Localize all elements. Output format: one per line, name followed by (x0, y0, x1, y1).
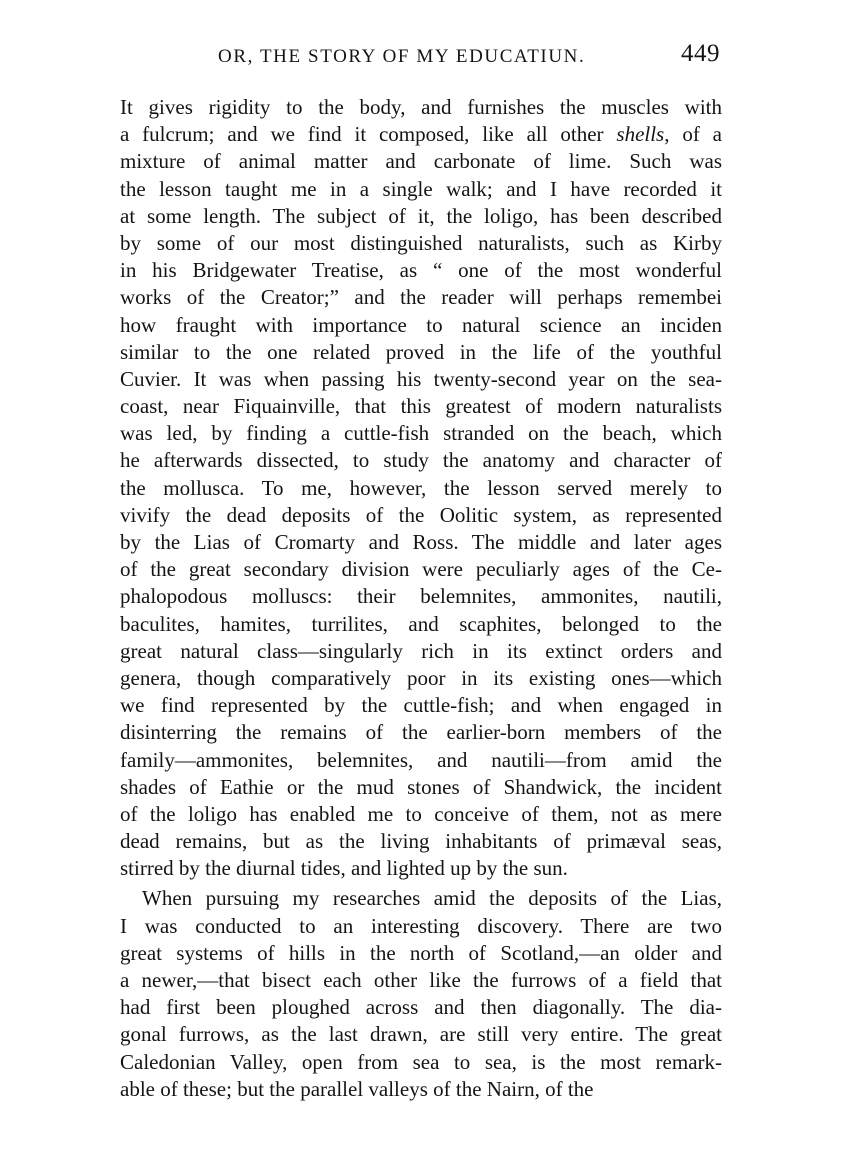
text-line: was led, by finding a cuttle-fish stranded on the beach, which (120, 421, 722, 446)
text-line: Cuvier. It was when passing his twenty-second year on the sea- (120, 366, 722, 391)
italic-word: shells (616, 122, 665, 147)
text-line: we find represented by the cuttle-fish; and when engaged in (120, 693, 722, 718)
text-line: at some length. The subject of it, the loligo, has been described (120, 203, 722, 228)
text-line: stirred by the diurnal tides, and lighted up by the sun. (120, 856, 568, 881)
text-line: Caledonian Valley, open from sea to sea, is the most remark- (120, 1049, 722, 1074)
text-line: a fulcrum; and we find it composed, like all other shells, of a (120, 122, 722, 147)
paragraph (120, 94, 722, 882)
text-line: phalopodous molluscs: their belemnites, ammonites, nautili, (120, 584, 722, 609)
text-line: mixture of animal matter and carbonate of lime. Such was (120, 149, 722, 174)
text-line: of the great secondary division were peculiarly ages of the Ce- (120, 557, 722, 582)
text-line: gonal furrows, as the last drawn, are still very entire. The great (120, 1022, 722, 1047)
text-line: I was conducted to an interesting discovery. There are two (120, 913, 722, 938)
text-line: When pursuing my researches amid the deposits of the Lias, (142, 886, 722, 911)
text-line: genera, though comparatively poor in its existing ones—which (120, 665, 722, 690)
text-line: by some of our most distinguished naturalists, such as Kirby (120, 230, 722, 255)
text-line: by the Lias of Cromarty and Ross. The middle and later ages (120, 530, 722, 554)
text-line: a newer,—that bisect each other like the furrows of a field that (120, 968, 722, 992)
text-line: in his Bridgewater Treatise, as “ one of the most wonderful (120, 258, 722, 283)
text-line: how fraught with importance to natural science an inciden (120, 312, 722, 337)
text-line: baculites, hamites, turrilites, and scaphites, belonged to the (120, 611, 722, 636)
text-line: shades of Eathie or the mud stones of Shandwick, the incident (120, 774, 722, 799)
text-line: vivify the dead deposits of the Oolitic system, as represented (120, 502, 722, 527)
text-line: It gives rigidity to the body, and furnishes the muscles with (120, 95, 722, 119)
text-line: able of these; but the parallel valleys of the Nairn, of the (120, 1076, 594, 1101)
text-line: coast, near Fiquainville, that this greatest of modern naturalists (120, 394, 722, 419)
text-line: the lesson taught me in a single walk; and I have recorded it (120, 176, 722, 201)
text-line: he afterwards dissected, to study the anatomy and character of (120, 448, 722, 473)
text-line: of the loligo has enabled me to conceive of them, not as mere (120, 801, 722, 826)
text-line: had first been ploughed across and then diagonally. The dia- (120, 995, 722, 1020)
page-number: 449 (681, 40, 720, 67)
book-page (120, 36, 722, 1103)
text-line: disinterring the remains of the earlier-born members of the (120, 720, 722, 745)
text-line: family—ammonites, belemnites, and nautili—from amid the (120, 747, 722, 772)
text-line: great systems of hills in the north of Scotland,—an older and (120, 940, 722, 965)
running-title: OR, THE STORY OF MY EDUCATIUN. (218, 46, 586, 67)
text-line: great natural class—singularly rich in its extinct orders and (120, 638, 722, 663)
running-head (120, 36, 722, 80)
text-line: the mollusca. To me, however, the lesson served merely to (120, 475, 722, 500)
body-text (120, 94, 722, 1103)
text-line: works of the Creator;” and the reader will perhaps remembei (120, 285, 722, 310)
paragraph (120, 885, 722, 1103)
text-line: dead remains, but as the living inhabitants of primæval seas, (120, 829, 722, 854)
text-line: similar to the one related proved in the life of the youthful (120, 339, 722, 364)
